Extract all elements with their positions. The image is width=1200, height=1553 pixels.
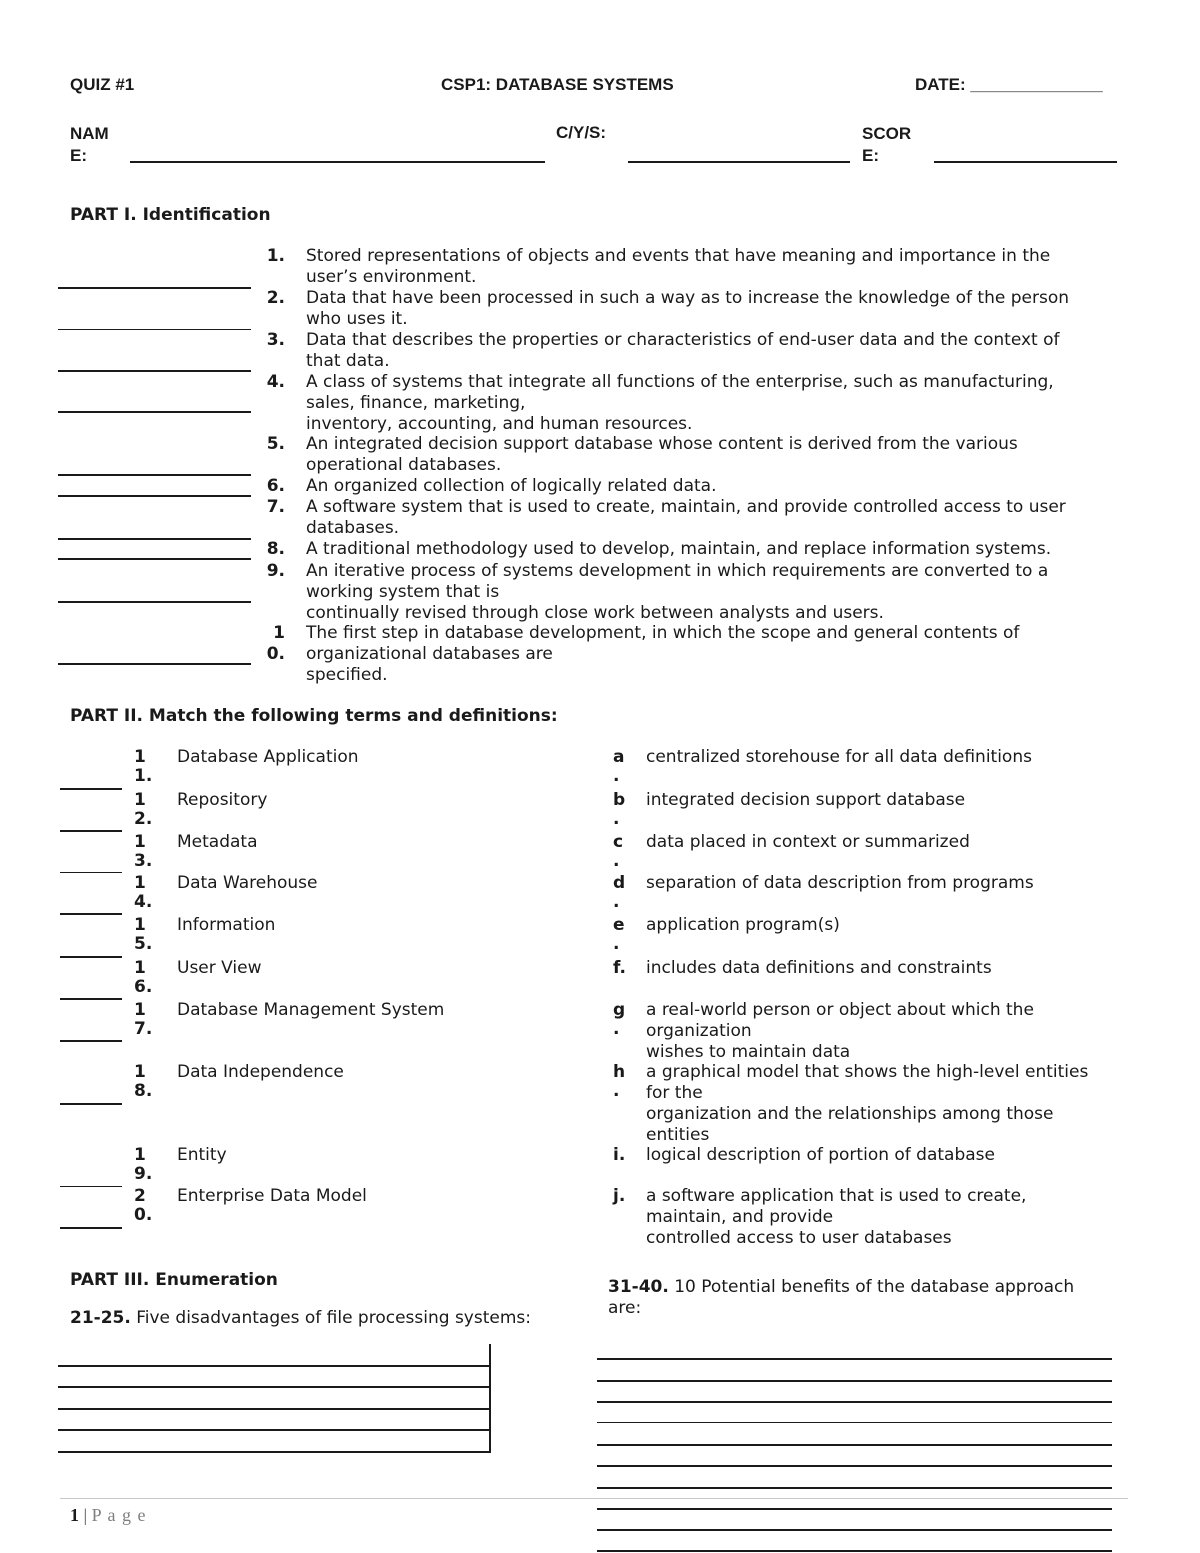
match-term: Enterprise Data Model	[177, 1186, 367, 1206]
part2-title: PART II. Match the following terms and definitions:	[70, 706, 558, 726]
quiz-number: QUIZ #1	[70, 75, 135, 94]
answer-line[interactable]	[58, 411, 251, 413]
match-answer-line[interactable]	[60, 1227, 122, 1229]
match-definition: data placed in context or summarized	[646, 832, 970, 852]
footer-divider	[60, 1498, 1128, 1499]
match-answer-line[interactable]	[60, 872, 122, 873]
answer-line[interactable]	[58, 538, 251, 540]
enum-answer-line[interactable]	[597, 1529, 1112, 1531]
part1-title: PART I. Identification	[70, 205, 271, 225]
item-number: 4.	[266, 372, 285, 392]
enum-question-2-number: 31-40.	[608, 1277, 669, 1297]
match-letter: c .	[613, 832, 624, 871]
answer-line[interactable]	[58, 287, 251, 289]
page-footer	[70, 1505, 146, 1526]
item-text: The first step in database development, in which the scope and general contents of organizational databases are specified.	[306, 623, 1020, 685]
enum-answer-line[interactable]	[597, 1358, 1112, 1360]
match-number: 1 7.	[134, 1000, 153, 1039]
cys-line[interactable]	[628, 161, 850, 163]
match-definition: includes data definitions and constraints	[646, 958, 992, 978]
match-definition: application program(s)	[646, 915, 840, 935]
enum-answer-line[interactable]	[597, 1401, 1112, 1403]
match-letter: i.	[613, 1145, 626, 1165]
match-answer-line[interactable]	[60, 1103, 122, 1105]
enum-question-1-number: 21-25.	[70, 1308, 131, 1328]
enum-answer-line[interactable]	[597, 1550, 1112, 1552]
answer-box-edge	[489, 1344, 491, 1452]
match-number: 1 2.	[134, 790, 153, 829]
answer-line[interactable]	[58, 329, 251, 330]
match-definition: centralized storehouse for all data definitions	[646, 747, 1032, 767]
match-answer-line[interactable]	[60, 830, 122, 832]
enum-answer-line[interactable]	[58, 1408, 491, 1410]
enum-answer-line[interactable]	[597, 1465, 1112, 1467]
match-letter: b .	[613, 790, 626, 829]
match-answer-line[interactable]	[60, 956, 122, 958]
match-definition: integrated decision support database	[646, 790, 966, 810]
enum-answer-line[interactable]	[58, 1429, 491, 1431]
match-answer-line[interactable]	[60, 788, 122, 790]
date-field: DATE: ______________	[915, 75, 1103, 94]
match-number: 1 9.	[134, 1145, 153, 1184]
footer-separator: |	[79, 1505, 92, 1525]
answer-line[interactable]	[58, 558, 251, 560]
answer-line[interactable]	[58, 370, 251, 372]
match-definition: logical description of portion of database	[646, 1145, 995, 1165]
item-number: 1.	[266, 246, 285, 266]
match-letter: f.	[613, 958, 626, 978]
item-number: 8.	[266, 539, 285, 559]
item-number: 7.	[266, 497, 285, 517]
match-definition: a graphical model that shows the high-level entities for the organization and the relationships among those entities	[646, 1062, 1089, 1145]
part3-title: PART III. Enumeration	[70, 1270, 278, 1290]
item-number: 9.	[266, 561, 285, 581]
item-text: An integrated decision support database whose content is derived from the various operational databases.	[306, 434, 1018, 475]
match-definition: a real-world person or object about which the organization wishes to maintain data	[646, 1000, 1034, 1062]
match-letter: e .	[613, 915, 625, 954]
item-text: Data that describes the properties or characteristics of end-user data and the context of that data.	[306, 330, 1060, 371]
item-text: An organized collection of logically related data.	[306, 476, 717, 496]
match-term: Database Management System	[177, 1000, 445, 1020]
enum-answer-line[interactable]	[597, 1380, 1112, 1382]
match-letter: d .	[613, 873, 626, 912]
name-line[interactable]	[130, 161, 545, 163]
enum-question-1-text: Five disadvantages of file processing systems:	[130, 1308, 531, 1328]
enum-answer-line[interactable]	[597, 1508, 1112, 1510]
match-number: 1 6.	[134, 958, 153, 997]
match-term: Metadata	[177, 832, 258, 852]
item-number: 5.	[266, 434, 285, 454]
answer-line[interactable]	[58, 495, 251, 497]
match-number: 1 3.	[134, 832, 153, 871]
match-answer-line[interactable]	[60, 1186, 122, 1187]
score-label: SCOR E:	[862, 124, 912, 165]
match-number: 1 8.	[134, 1062, 153, 1101]
enum-question-2	[608, 1277, 1128, 1319]
match-letter: h .	[613, 1062, 626, 1101]
match-definition: a software application that is used to create, maintain, and provide controlled access to user databases	[646, 1186, 1027, 1248]
enum-answer-line[interactable]	[58, 1451, 491, 1453]
name-label: NAM E:	[70, 124, 109, 165]
match-term: Database Application	[177, 747, 359, 767]
match-letter: g .	[613, 1000, 626, 1039]
enum-answer-line[interactable]	[597, 1487, 1112, 1489]
match-letter: j.	[613, 1186, 626, 1206]
page-number: 1	[70, 1505, 79, 1525]
enum-question-1	[70, 1308, 531, 1329]
match-term: Entity	[177, 1145, 227, 1165]
enum-answer-line[interactable]	[58, 1365, 491, 1367]
enum-question-2-text: 10 Potential benefits of the database approach are:	[608, 1277, 1075, 1318]
match-term: Data Independence	[177, 1062, 344, 1082]
item-number: 2.	[266, 288, 285, 308]
item-text: A software system that is used to create, maintain, and provide controlled access to user databases.	[306, 497, 1066, 538]
enum-answer-line[interactable]	[597, 1422, 1112, 1423]
match-answer-line[interactable]	[60, 1040, 122, 1042]
course-title: CSP1: DATABASE SYSTEMS	[441, 75, 674, 94]
cys-label: C/Y/S:	[556, 123, 607, 142]
answer-line[interactable]	[58, 663, 251, 665]
item-number: 6.	[266, 476, 285, 496]
match-term: Repository	[177, 790, 268, 810]
item-text: A traditional methodology used to develop, maintain, and replace information systems.	[306, 539, 1052, 559]
item-text: An iterative process of systems development in which requirements are converted to a working system that is continually revised through close work between analysts and users.	[306, 561, 1049, 623]
answer-line[interactable]	[58, 474, 251, 476]
page-word: P a g e	[91, 1505, 147, 1525]
score-line[interactable]	[934, 161, 1117, 163]
item-text: A class of systems that integrate all functions of the enterprise, such as manufacturing, sales, finance, marketing, inventory, accounting, and human resources.	[306, 372, 1054, 434]
match-number: 2 0.	[134, 1186, 153, 1225]
match-term: User View	[177, 958, 262, 978]
item-text: Stored representations of objects and events that have meaning and importance in the user’s environment.	[306, 246, 1051, 287]
match-number: 1 5.	[134, 915, 153, 954]
match-answer-line[interactable]	[60, 998, 122, 1000]
match-letter: a .	[613, 747, 625, 786]
match-definition: separation of data description from programs	[646, 873, 1034, 893]
match-answer-line[interactable]	[60, 913, 122, 915]
item-number: 1 0.	[266, 623, 285, 664]
enum-answer-line[interactable]	[58, 1386, 491, 1388]
answer-line[interactable]	[58, 601, 251, 603]
enum-answer-line[interactable]	[597, 1444, 1112, 1446]
item-number: 3.	[266, 330, 285, 350]
match-term: Information	[177, 915, 276, 935]
match-number: 1 1.	[134, 747, 153, 786]
match-number: 1 4.	[134, 873, 153, 912]
item-text: Data that have been processed in such a way as to increase the knowledge of the person who uses it.	[306, 288, 1069, 329]
match-term: Data Warehouse	[177, 873, 318, 893]
